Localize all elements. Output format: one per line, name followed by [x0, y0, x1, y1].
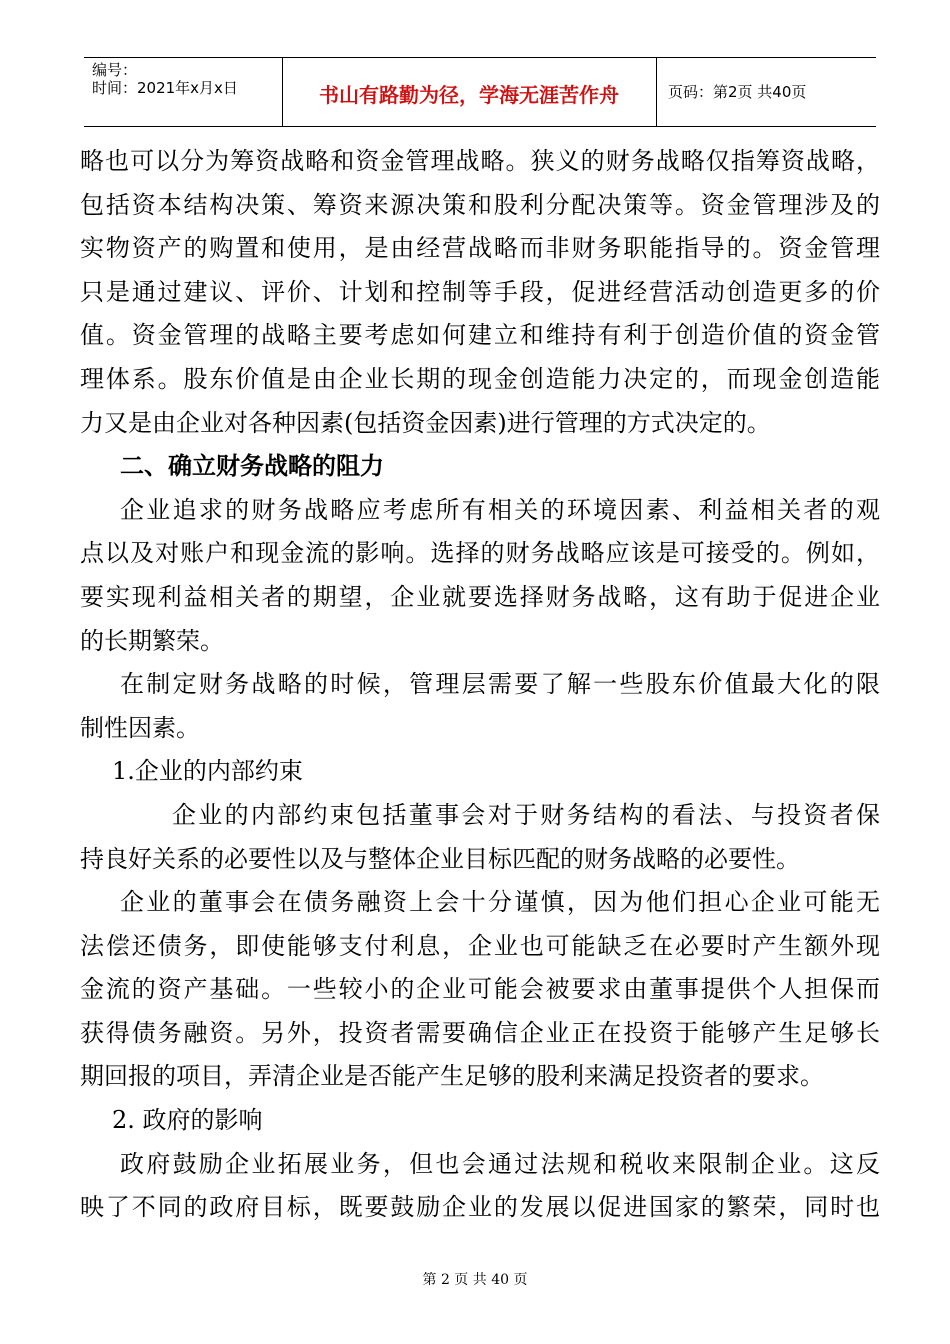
- text-line: 要实现利益相关者的期望，企业就要选择财务战略，这有助于促进企业: [80, 582, 880, 611]
- header-top-rule: [84, 57, 876, 58]
- text-line: 1.企业的内部约束: [112, 757, 303, 786]
- text-line: 获得债务融资。另外，投资者需要确信企业正在投资于能够产生足够长: [80, 1018, 880, 1047]
- text-line: 法偿还债务，即使能够支付利息，企业也可能缺乏在必要时产生额外现: [80, 931, 880, 960]
- text-line: 企业的董事会在债务融资上会十分谨慎，因为他们担心企业可能无: [120, 888, 880, 917]
- header-divider: [656, 57, 657, 127]
- text-line: 值。资金管理的战略主要考虑如何建立和维持有利于创造价值的资金管: [80, 321, 880, 350]
- text-line: 理体系。股东价值是由企业长期的现金创造能力决定的，而现金创造能: [80, 364, 880, 393]
- header-meta: [92, 61, 238, 97]
- document-header: [84, 57, 876, 127]
- text-line: 包括资本结构决策、筹资来源决策和股利分配决策等。资金管理涉及的: [80, 190, 880, 219]
- text-line: 力又是由企业对各种因素(包括资金因素)进行管理的方式决定的。: [80, 408, 771, 437]
- text-line: 2. 政府的影响: [112, 1106, 263, 1135]
- text-line: 在制定财务战略的时候，管理层需要了解一些股东价值最大化的限: [120, 670, 880, 699]
- number-label: 编号：: [92, 61, 138, 79]
- text-line: 只是通过建议、评价、计划和控制等手段，促进经营活动创造更多的价: [80, 277, 880, 306]
- text-line: 企业追求的财务战略应考虑所有相关的环境因素、利益相关者的观: [120, 495, 880, 524]
- header-slogan: 书山有路勤为径，学海无涯苦作舟: [319, 83, 619, 107]
- text-line: 期回报的项目，弄清企业是否能产生足够的股利来满足投资者的要求。: [80, 1062, 824, 1091]
- text-line: 的长期繁荣。: [80, 626, 224, 655]
- text-line: 持良好关系的必要性以及与整体企业目标匹配的财务战略的必要性。: [80, 844, 800, 873]
- text-line: 金流的资产基础。一些较小的企业可能会被要求由董事提供个人担保而: [80, 975, 880, 1004]
- text-line: 映了不同的政府目标，既要鼓励企业的发展以促进国家的繁荣，同时也: [80, 1193, 880, 1222]
- text-line: 略也可以分为筹资战略和资金管理战略。狭义的财务战略仅指筹资战略，: [80, 147, 880, 175]
- section-heading: 二、确立财务战略的阻力: [120, 452, 384, 481]
- document-body: [80, 140, 880, 1230]
- text-line: 企业的内部约束包括董事会对于财务结构的看法、与投资者保: [172, 800, 880, 829]
- text-line: 实物资产的购置和使用，是由经营战略而非财务职能指导的。资金管理: [80, 234, 880, 263]
- text-line: 点以及对账户和现金流的影响。选择的财务战略应该是可接受的。例如，: [80, 539, 880, 568]
- header-bottom-rule: [84, 126, 876, 127]
- page-footer: 第 2 页 共 40 页: [422, 1272, 528, 1288]
- text-line: 政府鼓励企业拓展业务，但也会通过法规和税收来限制企业。这反: [120, 1149, 880, 1178]
- header-page-info: 页码：第2页 共40页: [668, 83, 807, 101]
- time-label: 时间：2021年x月x日: [92, 79, 238, 97]
- text-line: 制性因素。: [80, 713, 200, 742]
